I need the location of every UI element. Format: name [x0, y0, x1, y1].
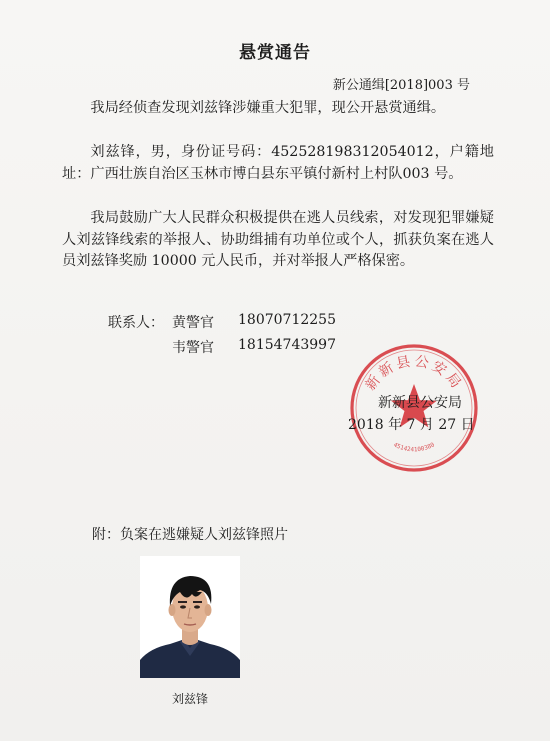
- contact-label: 联系人：: [108, 315, 164, 331]
- notice-paragraph-intro: 我局经侦查发现刘兹锋涉嫌重大犯罪，现公开悬赏通缉。: [90, 100, 446, 116]
- document-number: 新公通缉[2018]003 号: [332, 78, 470, 93]
- seal-text: 新新县公安局: [362, 353, 466, 394]
- seal-code: 451424100380: [392, 441, 436, 454]
- issue-date: 2018 年 7 月 27 日: [348, 417, 475, 433]
- suspect-photo: [140, 556, 240, 678]
- notice-title: 悬赏通告: [239, 43, 311, 63]
- contact-officer-phone: 18070712255: [238, 312, 336, 328]
- contact-officer-name: 黄警官: [172, 315, 214, 331]
- photo-caption: 刘兹锋: [171, 692, 208, 706]
- attachment-label: 附：负案在逃嫌疑人刘兹锋照片: [92, 527, 288, 543]
- contact-officer-name: 韦警官: [172, 340, 214, 356]
- issuing-authority: 新新县公安局: [378, 395, 462, 411]
- notice-paragraph-suspect-info: 刘兹锋，男，身份证号码：452528198312054012，户籍地址：广西壮族自治区玉林市博白县东平镇付新村上村队003 号。: [62, 144, 494, 182]
- notice-paragraph-reward: 我局鼓励广大人民群众积极提供在逃人员线索，对发现犯罪嫌疑人刘兹锋线索的举报人、协助缉捕有功单位或个人，抓获负案在逃人员刘兹锋奖励 10000 元人民币，并对举报人严格保密。: [62, 210, 494, 269]
- contact-officer-phone: 18154743997: [238, 337, 336, 353]
